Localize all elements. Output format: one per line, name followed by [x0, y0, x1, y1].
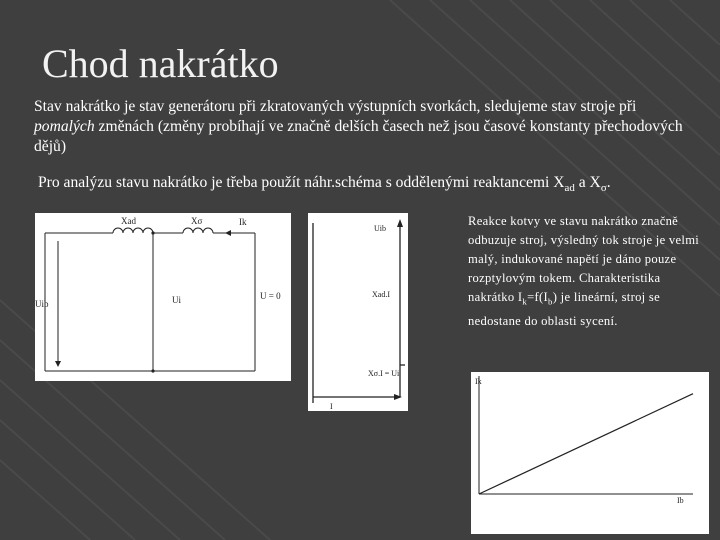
equivalent-circuit-diagram — [35, 213, 291, 381]
intro-paragraph — [34, 97, 694, 157]
analysis-text-middle: a X — [574, 174, 601, 191]
chart-series-line-0 — [479, 394, 693, 494]
chart-xlabel: Ib — [677, 496, 684, 505]
note-text-start: Reakce kotvy ve stavu nakrátko značně odbuzuje stroj, výsledný tok stroje je velmi malý, indukované napětí je dáno pouze rozptylovým tokem. Charakteristika nakrátko I — [468, 214, 700, 304]
current-arrow-head — [394, 394, 402, 400]
xad-label: Xad — [121, 216, 136, 226]
xs-coil — [183, 228, 213, 233]
phasor-xs-i-label: Xσ.I = Ui — [368, 369, 400, 378]
intro-emphasis: pomalých — [34, 118, 95, 135]
phasor-xad-i-label: Xad.I — [372, 290, 390, 299]
intro-text-start: Stav nakrátko je stav generátoru při zkratovaných výstupních svorkách, sledujeme stav stroje při — [34, 98, 637, 115]
ui-label: Ui — [172, 295, 181, 305]
phasor-uib-label: Uib — [374, 224, 386, 233]
short-circuit-characteristic-chart — [471, 372, 709, 534]
slide-title: Chod nakrátko — [42, 41, 279, 86]
analysis-sub-ad: ad — [564, 182, 575, 195]
xad-coil — [113, 228, 153, 233]
uib-label: Uib — [35, 299, 49, 309]
chart-ylabel: Ik — [475, 377, 482, 386]
uib-arrow-head — [55, 361, 61, 367]
voltage-arrow-head — [397, 219, 403, 227]
note-sub-b: b — [548, 296, 553, 307]
intro-text-end: změnách (změny probíhají ve značně delších časech než jsou časové konstanty přechodových dějů) — [34, 118, 683, 155]
ik-label: Ik — [239, 217, 247, 227]
phasor-i-label: I — [330, 402, 333, 411]
ik-arrow-head — [225, 230, 231, 236]
node-bottom — [151, 369, 154, 372]
note-sub-k: k — [522, 296, 528, 307]
note-text-end: ) je lineární, stroj se nedostane do oblasti sycení. — [468, 290, 661, 328]
note-text-middle: =f(I — [527, 290, 549, 304]
xs-label: Xσ — [191, 216, 203, 226]
analysis-text-end: . — [606, 174, 611, 191]
analysis-sub-sigma: σ — [600, 182, 607, 195]
analysis-text-start: Pro analýzu stavu nakrátko je třeba použít náhr.schéma s oddělenými reaktancemi X — [38, 174, 565, 191]
phasor-diagram — [308, 213, 408, 411]
node-top — [151, 231, 154, 234]
analysis-paragraph — [38, 173, 718, 198]
u-zero-label: U = 0 — [260, 291, 281, 301]
note-paragraph — [468, 212, 708, 331]
